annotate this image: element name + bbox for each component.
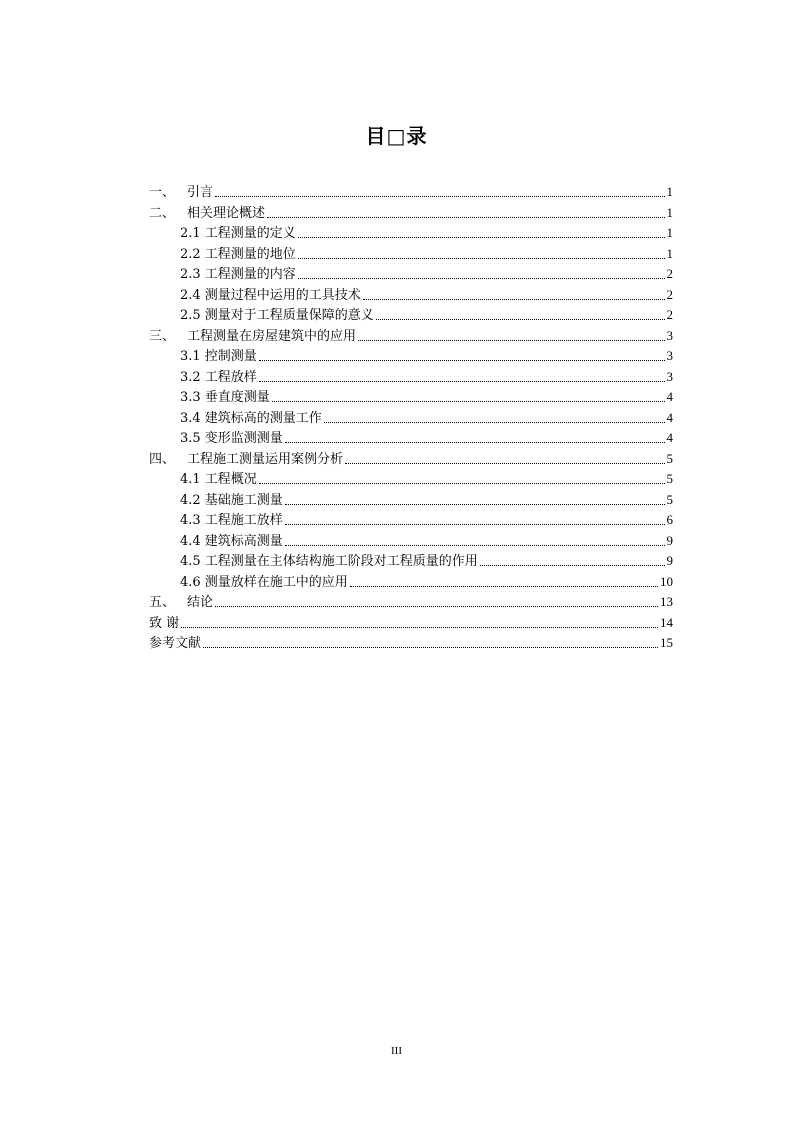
toc-entry[interactable] (149, 285, 673, 306)
toc-entry-text: 建筑标高的测量工作 (204, 410, 322, 426)
toc-entry-number: 3.5 (180, 431, 201, 446)
toc-entry-number: 3.3 (180, 390, 201, 405)
toc-dot-leader (298, 267, 665, 281)
toc-entry-label (180, 224, 296, 245)
toc-entry-label (180, 368, 257, 389)
toc-entry-number: 4.5 (180, 554, 201, 569)
toc-entry[interactable] (149, 408, 673, 429)
toc-entry-label (180, 429, 283, 450)
toc-entry-text: 工程测量的内容 (204, 267, 296, 282)
toc-entry[interactable] (149, 490, 673, 511)
toc-entry-number: 五、 (149, 595, 176, 610)
toc-entry[interactable] (149, 367, 673, 388)
toc-entry-text: 致 谢 (149, 615, 180, 631)
toc-entry-number: 3.1 (180, 349, 201, 364)
toc-dot-leader (181, 616, 658, 630)
toc-dot-leader (285, 534, 665, 548)
toc-entry-number: 二、 (149, 205, 176, 221)
toc-entry-text: 测量放样在施工中的应用 (204, 574, 348, 590)
toc-entry-page: 2 (666, 286, 673, 302)
toc-entry-label (180, 511, 283, 532)
toc-dot-leader (358, 329, 664, 343)
toc-entry-label (149, 593, 213, 614)
toc-dot-leader (215, 185, 664, 199)
toc-entry-label (149, 614, 179, 635)
toc-entry[interactable] (149, 428, 673, 449)
toc-entry-page: 5 (666, 471, 673, 486)
toc-entry-label (180, 470, 257, 491)
toc-entry-label (180, 388, 270, 409)
toc-entry-label (180, 491, 283, 512)
toc-entry[interactable] (149, 531, 673, 552)
toc-entry-number: 4.6 (180, 574, 201, 590)
toc-entry-label (149, 634, 201, 655)
toc-entry-text: 测量过程中运用的工具技术 (204, 287, 361, 303)
toc-entry-number: 2.3 (180, 267, 201, 282)
toc-entry-page: 10 (660, 573, 673, 589)
toc-entry[interactable] (149, 387, 673, 408)
toc-entry-text: 工程测量在主体结构施工阶段对工程质量的作用 (204, 554, 478, 569)
toc-dot-leader (285, 513, 665, 527)
toc-entry-text: 工程测量的地位 (204, 246, 296, 262)
toc-entry-text: 引言 (187, 185, 214, 200)
toc-entry-number: 3.2 (180, 369, 201, 385)
toc-entry-text: 垂直度测量 (204, 390, 270, 405)
toc-entry-text: 工程概况 (204, 472, 257, 487)
page-number: III (391, 1045, 402, 1057)
toc-entry-page: 4 (666, 409, 673, 425)
toc-entry-page: 4 (666, 430, 673, 445)
toc-entry-number: 4.1 (180, 472, 201, 487)
toc-entry-page: 9 (666, 532, 673, 548)
toc-dot-leader (376, 308, 665, 322)
toc-entry-page: 2 (666, 266, 673, 281)
toc-entry-label (180, 306, 374, 327)
toc-entry[interactable] (149, 203, 673, 224)
toc-entry-page: 4 (666, 389, 673, 404)
toc-entry-page: 9 (666, 553, 673, 568)
toc-entry-label (180, 286, 361, 307)
toc-entry[interactable] (149, 633, 673, 654)
toc-entry-number: 三、 (149, 328, 176, 344)
toc-entry-page: 5 (666, 491, 673, 507)
toc-entry-label (149, 204, 265, 225)
toc-entry-label (180, 532, 283, 553)
toc-dot-leader (285, 431, 665, 445)
toc-dot-leader (259, 472, 665, 486)
toc-dot-leader (215, 595, 658, 609)
toc-entry-label (180, 347, 257, 368)
toc-entry-text: 建筑标高测量 (204, 533, 283, 549)
toc-entry-label (149, 450, 343, 471)
toc-entry-number: 2.5 (180, 308, 201, 323)
toc-entry-page: 1 (666, 204, 673, 220)
toc-entry-text: 工程放样 (204, 369, 257, 385)
toc-dot-leader (259, 349, 665, 363)
toc-entry-page: 1 (666, 184, 673, 199)
toc-entry-text: 工程测量的定义 (204, 226, 296, 241)
toc-dot-leader (272, 390, 665, 404)
toc-dot-leader (480, 554, 665, 568)
toc-entry-label (180, 245, 296, 266)
toc-entry-number: 3.4 (180, 410, 201, 426)
toc-entry[interactable] (149, 510, 673, 531)
toc-entry[interactable] (149, 182, 673, 203)
toc-dot-leader (267, 206, 664, 220)
toc-entry[interactable] (149, 346, 673, 367)
toc-entry-page: 2 (666, 307, 673, 322)
toc-entry[interactable] (149, 572, 673, 593)
toc-entry-number: 4.3 (180, 513, 201, 528)
toc-entry-label (180, 409, 322, 430)
toc-entry-page: 15 (660, 635, 673, 650)
toc-entry-page: 5 (666, 450, 673, 466)
toc-entry[interactable] (149, 551, 673, 572)
toc-entry[interactable] (149, 244, 673, 265)
toc-dot-leader (259, 370, 665, 384)
toc-entry-label (180, 552, 478, 573)
toc-entry[interactable] (149, 326, 673, 347)
toc-entry-text: 参考文献 (149, 636, 202, 651)
toc-entry-page: 1 (666, 245, 673, 261)
toc-entry-number: 2.4 (180, 287, 201, 303)
toc-entry-number: 4.2 (180, 492, 201, 508)
toc-entry-label (180, 265, 296, 286)
toc-entry-page: 14 (660, 614, 673, 630)
toc-entry-page: 3 (666, 348, 673, 363)
toc-entry-label (180, 573, 348, 594)
toc-entry-label (149, 183, 213, 204)
toc-entry-text: 工程施工测量运用案例分析 (187, 451, 344, 467)
toc-entry-page: 3 (666, 368, 673, 384)
toc-entry-text: 基础施工测量 (204, 492, 283, 508)
toc-dot-leader (203, 636, 658, 650)
toc-dot-leader (298, 226, 665, 240)
page-title: 目□录 (365, 124, 428, 148)
toc-entry-text: 工程施工放样 (204, 513, 283, 528)
toc-entry-page: 3 (666, 327, 673, 343)
toc-entry[interactable] (149, 449, 673, 470)
toc-entry-number: 2.2 (180, 246, 201, 262)
toc-entry-number: 2.1 (180, 226, 201, 241)
toc-dot-leader (363, 288, 665, 302)
toc-entry-text: 变形监测测量 (204, 431, 283, 446)
table-of-contents (149, 182, 673, 654)
toc-dot-leader (298, 247, 665, 261)
toc-dot-leader (350, 575, 658, 589)
toc-entry-label (149, 327, 356, 348)
toc-entry-text: 结论 (187, 595, 214, 610)
toc-entry[interactable] (149, 223, 673, 244)
toc-entry[interactable] (149, 305, 673, 326)
toc-dot-leader (324, 411, 665, 425)
toc-entry-text: 测量对于工程质量保障的意义 (204, 308, 374, 323)
toc-entry-text: 控制测量 (204, 349, 257, 364)
toc-entry-text: 相关理论概述 (187, 205, 266, 221)
toc-entry-page: 1 (666, 225, 673, 240)
toc-entry[interactable] (149, 264, 673, 285)
toc-entry[interactable] (149, 469, 673, 490)
toc-entry-page: 13 (660, 594, 673, 609)
toc-entry[interactable] (149, 592, 673, 613)
toc-dot-leader (345, 452, 664, 466)
toc-dot-leader (285, 493, 665, 507)
toc-entry-text: 工程测量在房屋建筑中的应用 (187, 328, 357, 344)
toc-entry-number: 四、 (149, 451, 176, 467)
toc-entry-number: 4.4 (180, 533, 201, 549)
toc-entry-page: 6 (666, 512, 673, 527)
toc-entry[interactable] (149, 613, 673, 634)
toc-entry-number: 一、 (149, 185, 176, 200)
